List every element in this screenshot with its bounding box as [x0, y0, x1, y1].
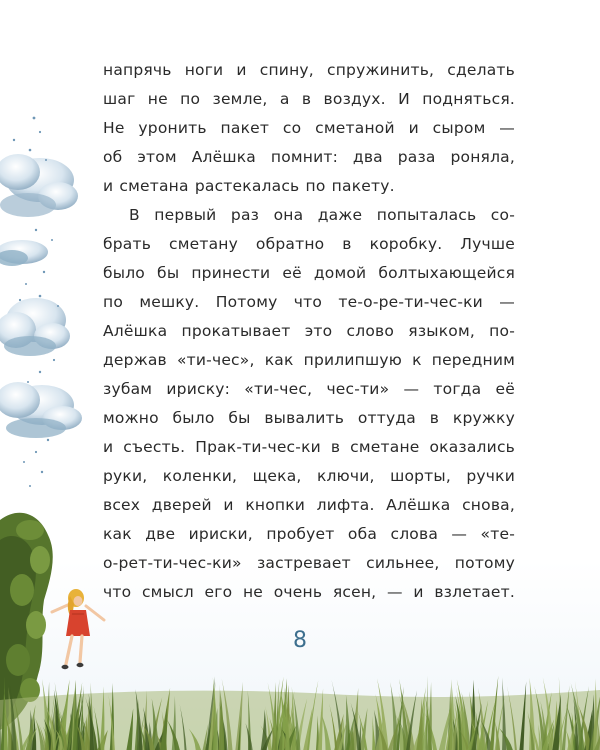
cloud-4 — [0, 382, 82, 438]
text-line: об этом Алёшка помнит: два раза роняла, — [103, 148, 515, 166]
text-line: шаг не по земле, а в воздух. И подняться. — [103, 90, 515, 108]
text-line: что смысл его не очень ясен, — и взлетает. — [103, 583, 515, 601]
cloud-3 — [0, 298, 70, 356]
text-line: зубам ириску: «ти-чес, чес-ти» — тогда её — [103, 380, 515, 398]
text-line: В первый раз она даже попыталась со- — [129, 206, 515, 224]
story-text — [103, 56, 515, 607]
text-line: как две ириски, пробует оба слова — «те- — [103, 525, 515, 543]
text-line: держав «ти-чес», как прилипшую к передним — [103, 351, 515, 369]
text-line: о-рет-ти-чес-ки» застревает сильнее, потому — [103, 554, 515, 572]
text-line: Алёшка прокатывает это слово языком, по- — [103, 322, 515, 340]
text-line: всех дверей и кнопки лифта. Алёшка снова, — [103, 496, 515, 514]
text-line: по мешку. Потому что те-о-ре-ти-чес-ки — — [103, 293, 515, 311]
text-line: было бы принести её домой болтыхающейся — [103, 264, 515, 282]
page-number: 8 — [293, 628, 307, 653]
cloud-1 — [0, 154, 78, 217]
text-line: и съесть. Прак-ти-чес-ки в сметане оказались — [103, 438, 515, 456]
text-line: напрячь ноги и спину, спружинить, сделать — [103, 61, 515, 79]
text-line: можно было бы вывалить оттуда в кружку — [103, 409, 515, 427]
text-line: руки, коленки, щека, ключи, шорты, ручки — [103, 467, 515, 485]
cloud-2 — [0, 240, 48, 266]
text-line: Не уронить пакет со сметаной и сыром — — [103, 119, 515, 137]
text-line: и сметана растекалась по пакету. — [103, 177, 395, 195]
text-line: брать сметану обратно в коробку. Лучше — [103, 235, 515, 253]
